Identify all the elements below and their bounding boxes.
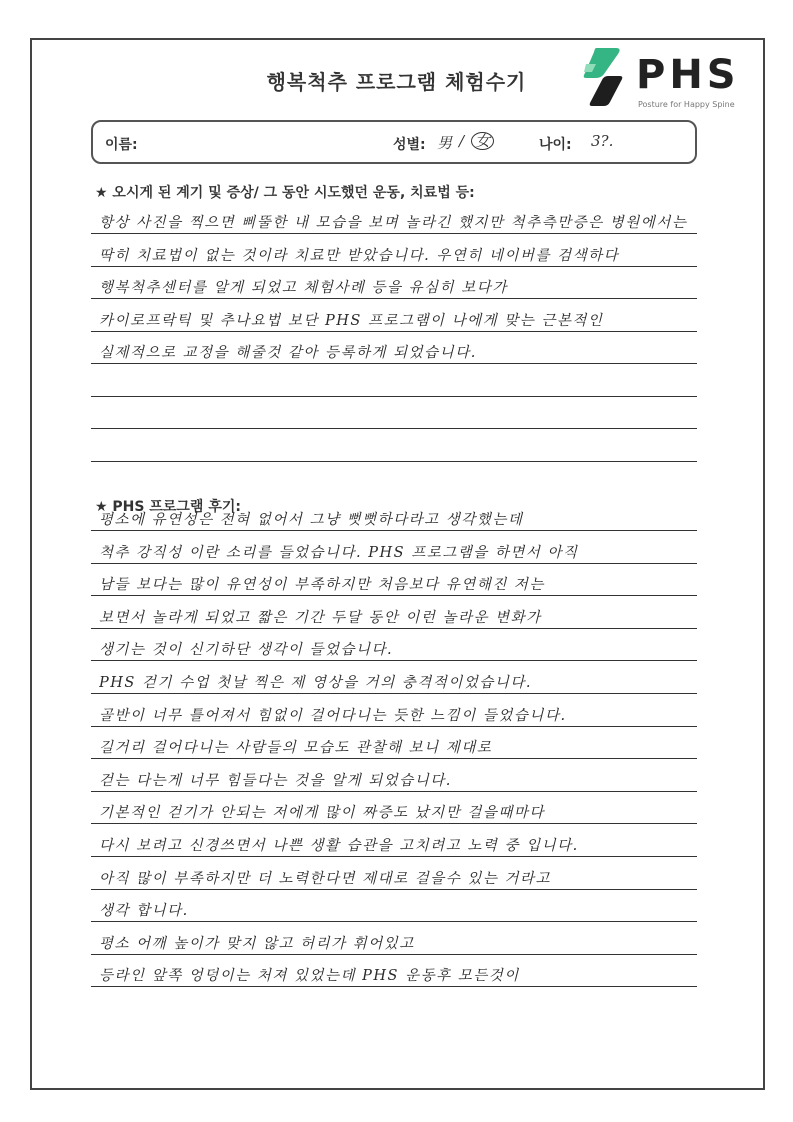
- section2-text-line: 평소 어깨 높이가 맞지 않고 허리가 휘어있고: [99, 935, 415, 952]
- section1-text-line: 행복척추센터를 알게 되었고 체험사례 등을 유심히 보다가: [99, 280, 508, 296]
- section1-text-line: 실제적으로 교정을 해줄것 같아 등록하게 되었습니다.: [99, 345, 477, 361]
- ruled-line: [91, 563, 697, 564]
- ruled-line: [91, 791, 697, 792]
- age-label: 나이:: [539, 137, 572, 153]
- section1-heading: ★ 오시게 된 계기 및 증상/ 그 동안 시도했던 운동, 치료법 등:: [95, 185, 475, 201]
- ruled-line: [91, 266, 697, 267]
- section1-text-line: 카이로프락틱 및 추나요법 보단 PHS 프로그램이 나에게 맞는 근본적인: [99, 312, 604, 329]
- ruled-line: [91, 921, 697, 922]
- gender-separator: /: [459, 132, 465, 150]
- section2-text-line: 길거리 걸어다니는 사람들의 모습도 관찰해 보니 제대로: [99, 740, 493, 757]
- gender-male: 男: [437, 134, 453, 152]
- page-title: 행복척추 프로그램 체험수기: [266, 70, 527, 94]
- age-value: 3?.: [591, 132, 614, 150]
- ruled-line: [91, 428, 697, 429]
- section2-heading: ★ PHS 프로그램 후기:: [95, 499, 241, 515]
- name-label: 이름:: [105, 137, 138, 153]
- phs-logo-mark-icon: [582, 46, 624, 108]
- gender-label: 성별:: [393, 137, 426, 153]
- ruled-line: [91, 530, 697, 531]
- ruled-line: [91, 595, 697, 596]
- ruled-line: [91, 856, 697, 857]
- ruled-line: [91, 298, 697, 299]
- phs-logo: [578, 44, 758, 114]
- section2-text-line: 평소에 유연성은 전혀 없어서 그냥 뻣뻣하다라고 생각했는데: [99, 512, 524, 528]
- section2-text-line: 골반이 너무 틀어져서 힘없이 걸어다니는 듯한 느낌이 들었습니다.: [99, 707, 567, 724]
- section2-text-line: 남들 보다는 많이 유연성이 부족하지만 처음보다 유연해진 저는: [99, 577, 545, 594]
- ruled-line: [91, 396, 697, 397]
- ruled-line: [91, 461, 697, 462]
- ruled-line: [91, 660, 697, 661]
- section2-text-line: 보면서 놀라게 되었고 짧은 기간 두달 동안 이런 놀라운 변화가: [99, 609, 542, 626]
- ruled-line: [91, 758, 697, 759]
- ruled-line: [91, 954, 697, 955]
- ruled-line: [91, 823, 697, 824]
- section2-text-line: 등라인 앞쪽 엉덩이는 처져 있었는데 PHS 운동후 모든것이: [99, 968, 520, 985]
- section2-text-line: PHS 걷기 수업 첫날 찍은 제 영상을 거의 충격적이었습니다.: [99, 675, 532, 691]
- logo-text: PHS: [636, 52, 740, 98]
- ruled-line: [91, 889, 697, 890]
- ruled-line: [91, 986, 697, 987]
- ruled-line: [91, 726, 697, 727]
- ruled-line: [91, 331, 697, 332]
- section2-text-line: 생각 합니다.: [99, 903, 189, 920]
- gender-female-circled: [471, 132, 494, 150]
- ruled-line: [91, 693, 697, 694]
- section2-text-line: 기본적인 걷기가 안되는 저에게 많이 짜증도 났지만 걸을때마다: [99, 805, 545, 822]
- section2-text-line: 걷는 다는게 너무 힘들다는 것을 알게 되었습니다.: [99, 772, 452, 789]
- logo-tagline: Posture for Happy Spine: [638, 100, 735, 109]
- ruled-line: [91, 363, 697, 364]
- section2-text-line: 척추 강직성 이란 소리를 들었습니다. PHS 프로그램을 하면서 아직: [99, 544, 579, 561]
- section1-text-line: 딱히 치료법이 없는 것이라 치료만 받았습니다. 우연히 네이버를 검색하다: [99, 247, 620, 264]
- section2-text-line: 생기는 것이 신기하단 생각이 들었습니다.: [99, 642, 394, 659]
- ruled-line: [91, 233, 697, 234]
- section2-text-line: 다시 보려고 신경쓰면서 나쁜 생활 습관을 고치려고 노력 중 입니다.: [99, 838, 579, 854]
- gender-female: 女: [471, 132, 494, 150]
- section1-text-line: 항상 사진을 찍으면 삐뚤한 내 모습을 보며 놀라긴 했지만 척추측만증은 병원에서는: [99, 215, 688, 231]
- ruled-line: [91, 628, 697, 629]
- section2-text-line: 아직 많이 부족하지만 더 노력한다면 제대로 걸을수 있는 거라고: [99, 870, 552, 887]
- info-box: [91, 120, 697, 164]
